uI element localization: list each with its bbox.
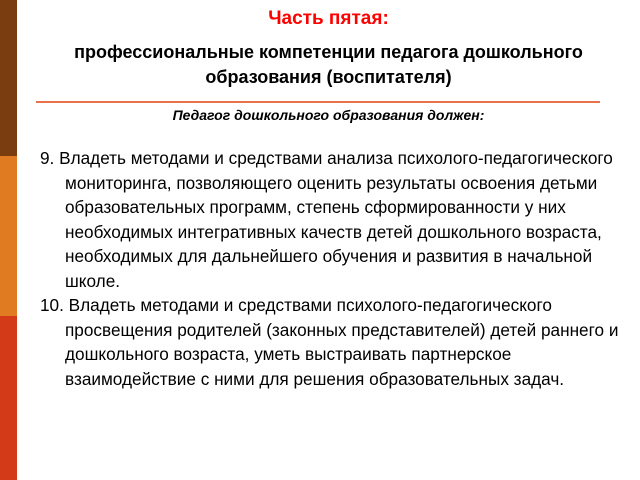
list-item: 10. Владеть методами и средствами психолого-педагогического просвещения родителей (законных представителей) детей раннего и дошкольного возраста, уметь выстраивать партнерское взаимодействие с ними для решения образовательных задач. <box>40 295 619 389</box>
subtitle-line-2: образования (воспитателя) <box>205 67 452 87</box>
side-bar-segment-middle <box>0 156 17 316</box>
subtitle-line-1: профессиональные компетенции педагога дошкольного <box>74 42 583 62</box>
list-item: 9. Владеть методами и средствами анализа психолого-педагогического мониторинга, позволяющего оценить результаты освоения детьми образовательных программ, степень сформированности у них необходимых интегративных качеств детей дошкольного возраста, необходимых для дальнейшего обучения и развития в начальной школе. <box>40 148 613 291</box>
competency-list <box>40 146 634 391</box>
side-decoration-bar <box>0 0 17 480</box>
section-heading: Педагог дошкольного образования должен: <box>172 107 485 123</box>
side-bar-segment-top <box>0 0 17 156</box>
slide-title: Часть пятая: <box>268 8 389 29</box>
side-bar-segment-bottom <box>0 316 17 480</box>
divider-rule <box>36 101 600 103</box>
slide-subtitle <box>17 40 640 90</box>
